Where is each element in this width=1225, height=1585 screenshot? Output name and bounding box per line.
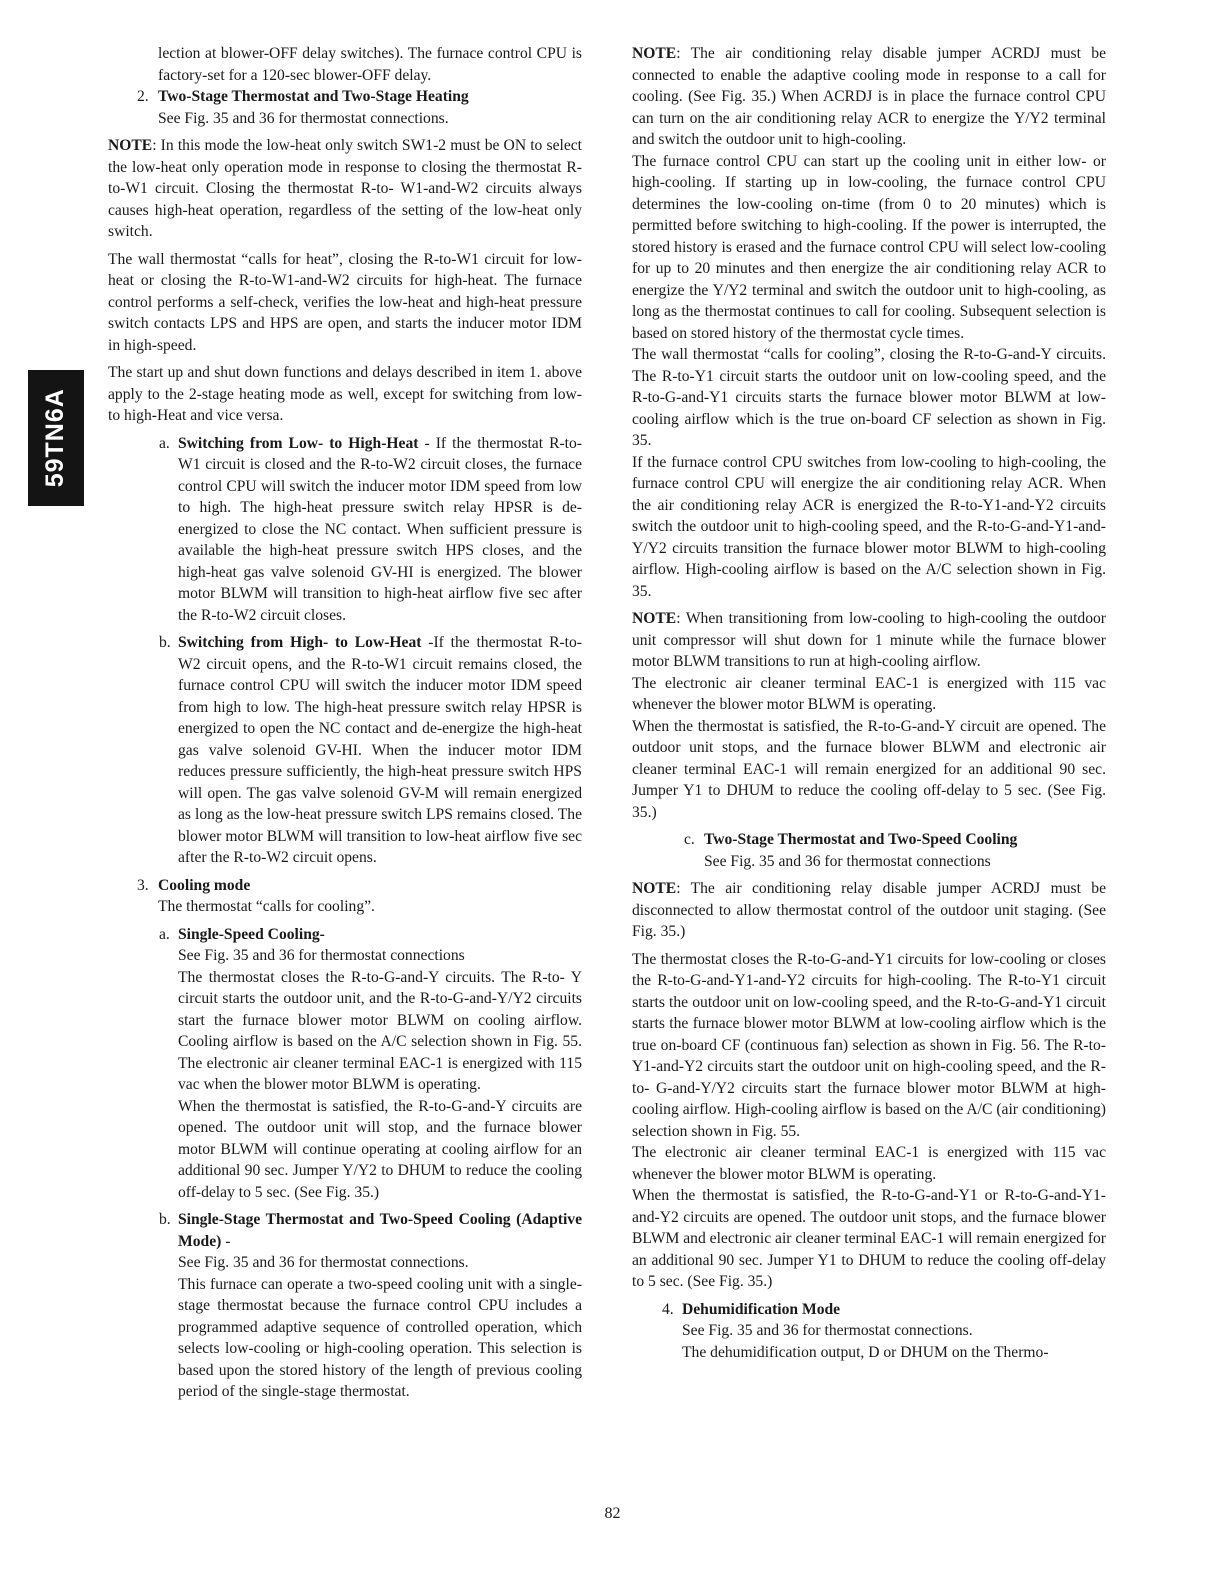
- note-text: : The air conditioning relay disable jumper ACRDJ must be connected to enable the adaptive cooling mode in response to a call for cooling. (See Fig. 35.) When ACRDJ is in place the furnace control CPU can turn on the air conditioning relay ACR to energize the Y/Y2 terminal and switch the outdoor unit to high-cooling.: [632, 45, 1106, 148]
- list-letter: b.: [159, 634, 171, 651]
- note-label: NOTE: [632, 45, 677, 62]
- list-item-3: [108, 875, 582, 897]
- note-paragraph: [632, 878, 1106, 943]
- list-item-b: [108, 1209, 582, 1252]
- note-text: : When transitioning from low-cooling to high-cooling the outdoor unit compressor will shut down for 1 minute while the furnace blower motor BLWM transitions to run at high-cooling airflow.: [632, 610, 1106, 670]
- paragraph: The wall thermostat “calls for cooling”, closing the R-to-G-and-Y circuits. The R-to-Y1 circuit starts the outdoor unit on low-cooling speed, and the R-to-G-and-Y1 circuits starts the furnace blower motor BLWM at low-cooling airflow which is the true on-board CF selection as shown in Fig. 35.: [632, 346, 1106, 449]
- model-side-tab: [28, 370, 84, 506]
- section-heading: Cooling mode: [158, 876, 251, 894]
- list-number: 3.: [137, 876, 149, 894]
- list-item-a: [108, 433, 582, 627]
- paragraph: The electronic air cleaner terminal EAC-1 is energized with 115 vac whenever the blower motor BLWM is operating.: [632, 1144, 1106, 1183]
- note-paragraph: [632, 608, 1106, 673]
- note-label: NOTE: [108, 137, 153, 154]
- paragraph: The wall thermostat “calls for heat”, closing the R-to-W1 circuit for low-heat or closing the R-to-W1-and-W2 circuits for high-heat. The furnace control performs a self-check, verifies the low-heat and high-heat pressure switch contacts LPS and HPS are open, and starts the inducer motor IDM in high-speed.: [108, 250, 582, 354]
- paragraph: See Fig. 35 and 36 for thermostat connections: [704, 852, 991, 870]
- paragraph: See Fig. 35 and 36 for thermostat connections: [178, 947, 465, 964]
- list-letter: c.: [684, 831, 695, 848]
- subsection-heading: Two-Stage Thermostat and Two-Speed Cooling: [704, 831, 1018, 848]
- list-letter: b.: [159, 1211, 171, 1228]
- note-label: NOTE: [632, 610, 677, 627]
- heading-dash: -: [221, 1232, 231, 1250]
- list-number: 4.: [662, 1300, 674, 1318]
- note-text: : In this mode the low-heat only switch SW1-2 must be ON to select the low-heat only operation mode in response to closing the thermostat R-to-W1 circuit. Closing the thermostat R-to- W1-and-W2 circuits always causes high-heat operation, regardless of the setting of the low-heat only switch.: [108, 137, 582, 240]
- section-heading: Two-Stage Thermostat and Two-Stage Heating: [158, 88, 469, 105]
- model-tab-label: 59TN6A: [41, 388, 70, 488]
- subsection-heading: Single-Speed Cooling-: [178, 925, 325, 943]
- list-item-2: [108, 86, 582, 108]
- list-letter: a.: [159, 434, 170, 452]
- paragraph: See Fig. 35 and 36 for thermostat connections.: [178, 1254, 469, 1271]
- subsection-heading: Single-Stage Thermostat and Two-Speed Cooling (Adaptive Mode): [178, 1211, 582, 1250]
- list-item-c: [632, 829, 1106, 851]
- note-paragraph: [632, 43, 1106, 151]
- paragraph: See Fig. 35 and 36 for thermostat connections.: [158, 109, 449, 127]
- right-column: [632, 43, 1106, 1363]
- list-item-b: [108, 632, 582, 869]
- list-number: 2.: [137, 88, 149, 105]
- paragraph: See Fig. 35 and 36 for thermostat connections.: [682, 1322, 973, 1339]
- paragraph: The thermostat closes the R-to-G-and-Y1 circuits for low-cooling or closes the R-to-G-and-Y1-and-Y2 circuits for high-cooling. The R-to-Y1 circuit starts the outdoor unit on low-cooling speed, and the R-to-G-and-Y1 circuit starts the furnace blower motor BLWM at low-cooling airflow which is the true on-board CF (continuous fan) selection as shown in Fig. 56. The R-to-Y1-and-Y2 circuits start the outdoor unit on high-cooling speed, and the R-to- G-and-Y/Y2 circuits start the furnace blower motor BLWM at high-cooling airflow. High-cooling airflow is based on the A/C (air conditioning) selection shown in Fig. 55.: [632, 950, 1106, 1140]
- section-heading: Dehumidification Mode: [682, 1300, 841, 1318]
- note-label: NOTE: [632, 880, 677, 897]
- page-number: 82: [604, 1505, 621, 1522]
- paragraph: The furnace control CPU can start up the cooling unit in either low- or high-cooling. If starting up in low-cooling, the furnace control CPU determines the low-cooling on-time (from 0 to 20 minutes) which is permitted before switching to high-cooling. If the power is interrupted, the stored history is erased and the furnace control CPU will select low-cooling for up to 20 minutes and then energize the air conditioning relay ACR to energize the Y/Y2 terminal and switch the outdoor unit to high-cooling, as long as the thermostat continues to call for cooling. Subsequent selection is based on stored history of the thermostat cycle times.: [632, 152, 1106, 342]
- note-paragraph: [108, 135, 582, 243]
- paragraph: If the furnace control CPU switches from low-cooling to high-cooling, the furnace control CPU will energize the air conditioning relay ACR. When the air conditioning relay ACR is energized the R-to-Y1-and-Y2 circuits switch the outdoor unit to high-cooling speed, and the R-to-G-and-Y1-and-Y/Y2 circuits transition the furnace blower motor BLWM to high-cooling airflow. High-cooling airflow is based on the A/C selection shown in Fig. 35.: [632, 453, 1106, 600]
- paragraph: This furnace can operate a two-speed cooling unit with a single-stage thermostat because the furnace control CPU includes a programmed adaptive sequence of controlled operation, which selects low-cooling or high-cooling operation. This selection is based upon the stored history of the length of previous cooling period of the single-stage thermostat.: [178, 1275, 582, 1400]
- paragraph: The thermostat closes the R-to-G-and-Y circuits. The R-to- Y circuit starts the outdoor unit, and the R-to-G-and-Y/Y2 circuits start the furnace blower motor BLWM on cooling airflow. Cooling airflow is based on the A/C selection shown in Fig. 55. The electronic air cleaner terminal EAC-1 is energized with 115 vac when the blower motor BLWM is operating.: [178, 968, 582, 1093]
- left-column: [108, 43, 582, 1403]
- continued-paragraph: lection at blower-OFF delay switches). The furnace control CPU is factory-set for a 120-sec blower-OFF delay.: [158, 45, 582, 84]
- list-item-4: [632, 1299, 1106, 1321]
- subsection-text: -If the thermostat R-to- W2 circuit opens, and the R-to-W1 circuit remains closed, the furnace control CPU will switch the inducer motor IDM speed from high to low. The high-heat pressure switch relay HPSR is energized to open the NC contact and de-energize the high-heat gas valve solenoid GV-HI. When the inducer motor IDM reduces pressure sufficiently, the high-heat pressure switch HPS will open. The gas valve solenoid GV-M will remain energized as long as the low-heat pressure switch LPS remains closed. The blower motor BLWM will transition to low-heat airflow five sec after the R-to-W2 circuit opens.: [178, 634, 582, 866]
- list-letter: a.: [159, 925, 170, 943]
- note-text: : The air conditioning relay disable jumper ACRDJ must be disconnected to allow thermostat control of the outdoor unit staging. (See Fig. 35.): [632, 880, 1106, 940]
- list-item-a: [108, 924, 582, 946]
- subsection-heading: Switching from High- to Low-Heat: [178, 634, 422, 651]
- paragraph: When the thermostat is satisfied, the R-to-G-and-Y circuits are opened. The outdoor unit will stop, and the furnace blower motor BLWM will continue operating at cooling airflow for an additional 90 sec. Jumper Y/Y2 to DHUM to reduce the cooling off-delay to 5 sec. (See Fig. 35.): [178, 1097, 582, 1201]
- paragraph: The electronic air cleaner terminal EAC-1 is energized with 115 vac whenever the blower motor BLWM is operating.: [632, 674, 1106, 713]
- subsection-heading: Switching from Low- to High-Heat: [178, 434, 419, 452]
- paragraph: The dehumidification output, D or DHUM on the Thermo-: [682, 1343, 1049, 1361]
- paragraph: The start up and shut down functions and delays described in item 1. above apply to the 2-stage heating mode as well, except for switching from low- to high-Heat and vice versa.: [108, 364, 582, 424]
- paragraph: When the thermostat is satisfied, the R-to-G-and-Y1 or R-to-G-and-Y1-and-Y2 circuits are opened. The outdoor unit stops, and the furnace blower BLWM and electronic air cleaner terminal EAC-1 will remain energized for an additional 90 sec. Jumper Y1 to DHUM to reduce the cooling off-delay to 5 sec. (See Fig. 35.): [632, 1187, 1106, 1290]
- paragraph: The thermostat “calls for cooling”.: [158, 898, 375, 915]
- paragraph: When the thermostat is satisfied, the R-to-G-and-Y circuit are opened. The outdoor unit stops, and the furnace blower BLWM and electronic air cleaner terminal EAC-1 will remain energized for an additional 90 sec. Jumper Y1 to DHUM to reduce the cooling off-delay to 5 sec. (See Fig. 35.): [632, 717, 1106, 821]
- subsection-text: - If the thermostat R-to-W1 circuit is closed and the R-to-W2 circuit closes, the furnace control CPU will switch the inducer motor IDM speed from low to high. The high-heat pressure switch relay HPSR is de-energized to close the NC contact. When sufficient pressure is available the high-heat pressure switch HPS closes, and the high-heat gas valve solenoid GV-HI is energized. The blower motor BLWM will transition to high-heat airflow five sec after the R-to-W2 circuit closes.: [178, 434, 582, 624]
